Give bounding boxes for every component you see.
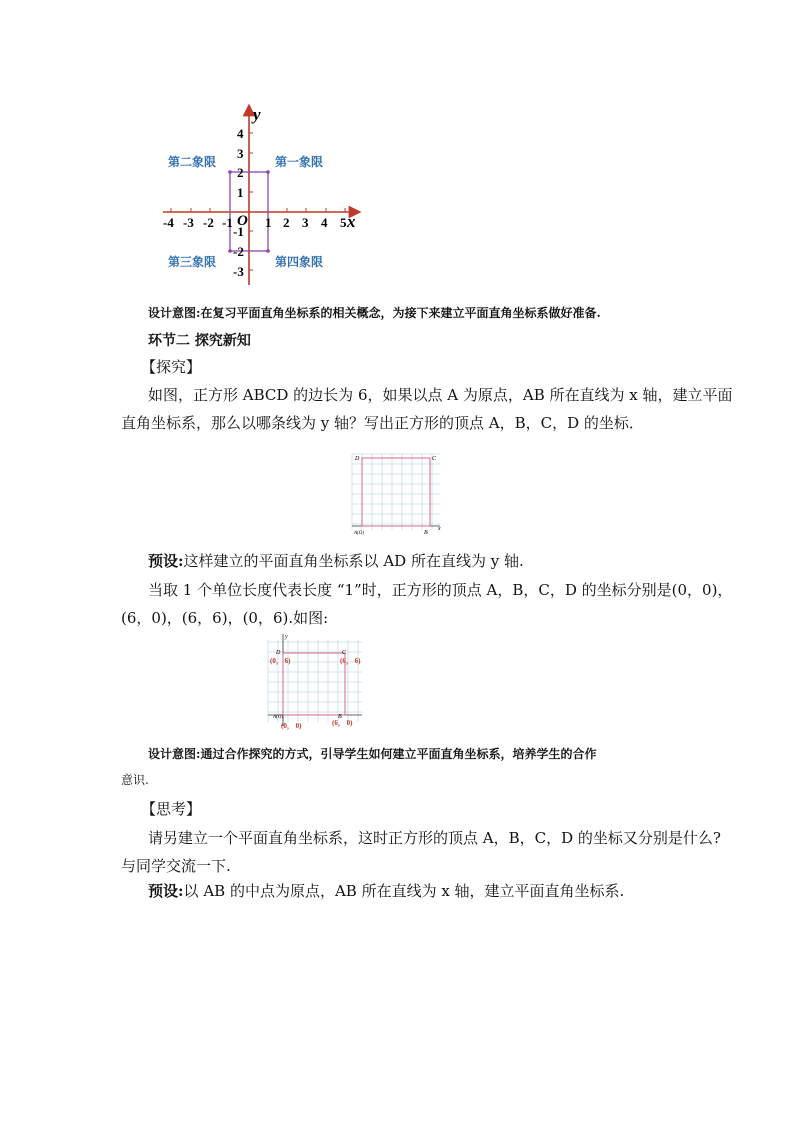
y-tick-label: 1 [237, 185, 244, 200]
square-grid-figure [344, 446, 444, 538]
vertex-d-label: D [276, 650, 281, 656]
preset-2 [148, 880, 624, 901]
preset-1 [148, 550, 524, 571]
preset-label: 预设: [148, 882, 184, 900]
coordinates-paragraph-line2: (6，0)，(6，6)，(0，6).如图: [121, 609, 329, 627]
explore-paragraph-line1: 如图，正方形 ABCD 的边长为 6，如果以点 A 为原点，AB 所在直线为 x 轴，建立平面 [148, 386, 733, 404]
think-paragraph-line1: 请另建立一个平面直角坐标系，这时正方形的顶点 A，B，C，D 的坐标又分别是什么? [148, 829, 721, 847]
coordinate-square-figure [266, 632, 366, 732]
origin-label: O [237, 213, 248, 229]
y-tick-label: -1 [233, 224, 244, 239]
coord-c-label: (6， 6) [340, 657, 361, 665]
design-intent-2 [148, 745, 596, 762]
x-axis-label: x [347, 212, 356, 231]
coordinates-paragraph-line1: 当取 1 个单位长度代表长度 “1”时，正方形的顶点 A，B，C，D 的坐标分别是(0，0)， [148, 581, 733, 599]
vertex-b-label: B [338, 714, 342, 720]
quadrant-4-label: 第四象限 [275, 255, 324, 269]
y-tick-label: -2 [233, 244, 244, 259]
vertex-a-label: A(O) [273, 715, 283, 720]
preset-text: 以 AB 的中点为原点，AB 所在直线为 x 轴，建立平面直角坐标系. [183, 882, 625, 900]
coord-d-label: (0， 6) [270, 657, 291, 665]
preset-label: 预设: [148, 552, 184, 570]
section-heading: 环节二 探究新知 [148, 333, 251, 349]
design-intent-label: 设计意图: [148, 747, 201, 761]
preset-text: 这样建立的平面直角坐标系以 AD 所在直线为 y 轴. [183, 552, 524, 570]
vertex-c-label: C [432, 456, 437, 462]
design-intent-text: 通过合作探究的方式，引导学生如何建立平面直角坐标系，培养学生的合作 [200, 747, 597, 761]
vertex-d-label: D [355, 456, 360, 462]
quadrant-2-label: 第二象限 [168, 155, 217, 169]
design-intent-1 [148, 304, 601, 321]
x-tick-label: 4 [321, 215, 328, 230]
think-heading: 【思考】 [141, 800, 202, 818]
x-tick-label: 5 [340, 215, 347, 230]
x-axis-label: x [438, 526, 441, 532]
explore-heading: 【探究】 [141, 358, 202, 376]
y-axis-label: y [253, 105, 261, 124]
x-tick-label: -1 [222, 215, 233, 230]
design-intent-text: 在复习平面直角坐标系的相关概念，为接下来建立平面直角坐标系做好准备. [200, 306, 601, 320]
coord-b-label: (6， 0) [332, 719, 353, 727]
y-tick-label: 2 [237, 165, 244, 180]
y-tick-label: -3 [233, 264, 244, 279]
x-tick-label: 2 [283, 215, 290, 230]
vertex-c-label: C [342, 650, 347, 656]
x-tick-label: -4 [163, 215, 174, 230]
vertex-a-label: A(O) [354, 531, 364, 536]
quadrant-figure [155, 100, 375, 290]
x-tick-label: 1 [265, 215, 272, 230]
x-tick-label: -2 [203, 215, 214, 230]
explore-paragraph-line2: 直角坐标系，那么以哪条线为 y 轴？写出正方形的顶点 A，B，C，D 的坐标． [121, 414, 644, 432]
x-tick-label: 3 [302, 215, 309, 230]
y-axis-label: y [285, 634, 288, 640]
vertex-b-label: B [424, 530, 428, 536]
design-intent-2-cont: 意识. [121, 773, 149, 787]
quadrant-3-label: 第三象限 [168, 255, 217, 269]
coord-a-label: (0， 0) [281, 722, 302, 730]
y-tick-label: 4 [237, 126, 244, 141]
x-tick-label: -3 [183, 215, 194, 230]
quadrant-1-label: 第一象限 [275, 155, 324, 169]
design-intent-label: 设计意图: [148, 306, 201, 320]
think-paragraph-line2: 与同学交流一下. [121, 857, 231, 875]
y-tick-label: 3 [237, 146, 244, 161]
